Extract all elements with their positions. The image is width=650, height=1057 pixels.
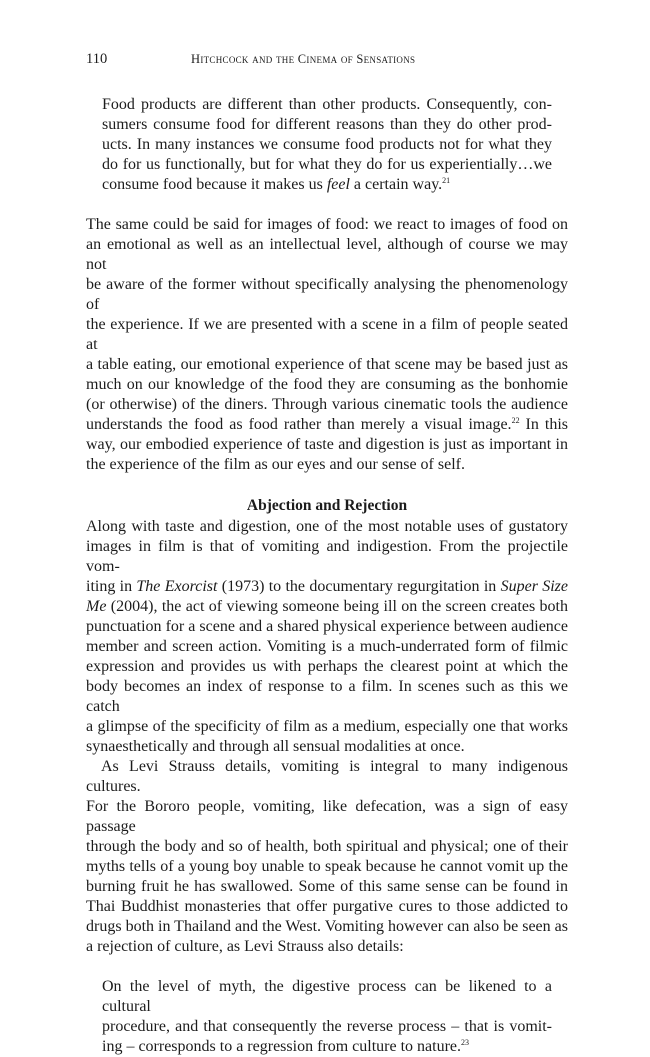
quote-line: sumers consume food for different reasons than they do other prod- (102, 116, 552, 133)
text-line: drugs both in Thailand and the West. Vomiting however can also be seen as (86, 918, 568, 935)
quote-line (102, 175, 552, 195)
paragraph-3 (86, 757, 568, 957)
text-line: For the Bororo people, vomiting, like defecation, was a sign of easy passage (86, 798, 568, 835)
page-header (86, 51, 570, 71)
text-span: understands the food as food rather than merely a visual image. (86, 416, 512, 433)
block-quote-2 (86, 977, 568, 1057)
section-heading: Abjection and Rejection (246, 497, 408, 514)
text-line: the experience of the film as our eyes and our sense of self. (86, 456, 465, 473)
paragraph-1 (86, 215, 568, 475)
text-line (86, 415, 568, 435)
text-line: As Levi Strauss details, vomiting is integral to many indigenous cultures. (86, 758, 568, 795)
page-number: 110 (86, 51, 108, 67)
film-title: Super Size (500, 578, 569, 595)
text-line: member and screen action. Vomiting is a much-underrated form of filmic (86, 638, 568, 655)
text-line: a glimpse of the specificity of film as a medium, especially one that works (86, 718, 568, 735)
quote-line: procedure, and that consequently the reverse process – that is vomit- (102, 1018, 552, 1035)
text-line: a rejection of culture, as Levi Strauss also details: (86, 938, 404, 955)
text-line: an emotional as well as an intellectual level, although of course we may not (86, 236, 568, 273)
text-line: body becomes an index of response to a film. In scenes such as this we catch (86, 678, 568, 715)
quote-line: On the level of myth, the digestive process can be likened to a cultural (102, 978, 552, 1015)
text-line: punctuation for a scene and a shared physical experience between audience (86, 618, 568, 635)
page-body (86, 95, 568, 1057)
text-line (86, 577, 568, 597)
text-line: way, our embodied experience of taste and digestion is just as important in (86, 436, 568, 453)
quote-text: ing – corresponds to a regression from culture to nature. (102, 1038, 462, 1055)
text-line: synaesthetically and through all sensual modalities at once. (86, 738, 465, 755)
footnote-marker: 21 (442, 176, 451, 185)
text-line: The same could be said for images of food: we react to images of food on (86, 216, 568, 233)
footnote-marker: 23 (461, 1038, 470, 1047)
film-title: Me (86, 598, 107, 615)
footnote-marker: 22 (511, 416, 520, 425)
text-line: expression and provides us with perhaps the clearest point at which the (86, 658, 568, 675)
quote-emphasis: feel (326, 176, 350, 193)
quote-text: a certain way. (349, 176, 443, 193)
text-span: (2004), the act of viewing someone being ill on the screen creates both (106, 598, 568, 615)
block-quote-1 (86, 95, 568, 195)
text-line: a table eating, our emotional experience of that scene may be based just as (86, 356, 568, 373)
text-span: (1973) to the documentary regurgitation in (217, 578, 501, 595)
text-line: (or otherwise) of the diners. Through various cinematic tools the audience (86, 396, 568, 413)
text-line: through the body and so of health, both spiritual and physical; one of their (86, 838, 568, 855)
text-line: Along with taste and digestion, one of the most notable uses of gustatory (86, 518, 568, 535)
text-span: iting in (86, 578, 137, 595)
text-line: images in film is that of vomiting and indigestion. From the projectile vom- (86, 538, 568, 575)
text-line: the experience. If we are presented with a scene in a film of people seated at (86, 316, 568, 353)
quote-text: consume food because it makes us (102, 176, 327, 193)
quote-line: Food products are different than other products. Consequently, con- (102, 96, 552, 113)
text-line: be aware of the former without specifically analysing the phenomenology of (86, 276, 568, 313)
text-line: Thai Buddhist monasteries that offer purgative cures to those addicted to (86, 898, 568, 915)
text-line (86, 597, 568, 617)
quote-line: ucts. In many instances we consume food products not for what they (102, 136, 552, 153)
text-line: myths tells of a young boy unable to speak because he cannot vomit up the (86, 858, 568, 875)
running-title: Hitchcock and the Cinema of Sensations (191, 52, 416, 66)
paragraph-2 (86, 517, 568, 757)
text-span: In this (519, 416, 568, 433)
quote-line (102, 1037, 552, 1057)
film-title: The Exorcist (136, 578, 218, 595)
text-line: burning fruit he has swallowed. Some of this same sense can be found in (86, 878, 568, 895)
quote-line: do for us functionally, but for what they do for us experientially…we (102, 156, 552, 173)
text-line: much on our knowledge of the food they are consuming as the bonhomie (86, 376, 568, 393)
